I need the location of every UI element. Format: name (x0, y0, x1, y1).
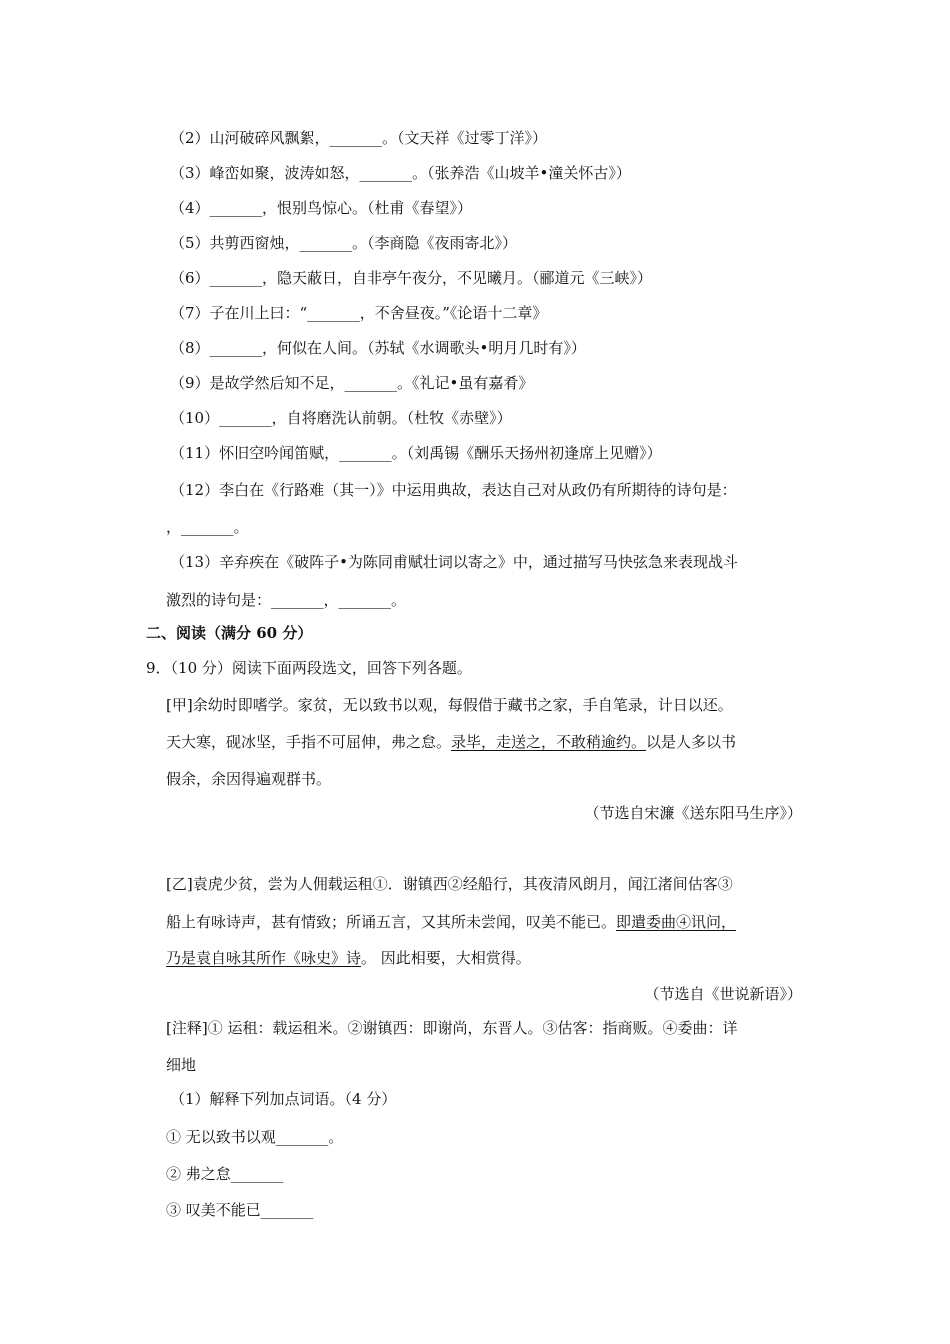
fill-in-item-12-line2: ，_______。 (166, 518, 249, 536)
fill-in-item-12-line1: （12）李白在《行路难（其一）》中运用典故，表达自己对从政仍有所期待的诗句是： (170, 481, 737, 499)
passage-yi-line3 (166, 948, 531, 968)
passage-yi-line1: [乙]袁虎少贫，尝为人佣载运租①．谢镇西②经船行，其夜清风朗月，闻江渚间估客③ (166, 875, 733, 893)
passage-jia-line2 (166, 732, 736, 752)
underlined-sentence: 乃是袁自咏其所作《咏史》诗 (166, 949, 362, 967)
passage-jia-line1: [甲]余幼时即嗜学。家贫，无以致书以观，每假借于藏书之家，手自笔录，计日以还。 (166, 696, 733, 714)
fill-in-item-2: （2）山河破碎风飘絮，_______。（文天祥《过零丁洋》） (170, 129, 548, 147)
underlined-sentence: 录毕，走送之，不敢稍逾约。 (451, 733, 647, 751)
notes-line1: [注释]① 运租：载运租米。②谢镇西：即谢尚，东晋人。③估客：指商贩。④委曲：详 (166, 1019, 738, 1037)
fill-in-item-13-line2: 激烈的诗句是：_______，_______。 (166, 591, 407, 609)
passage-jia-line3: 假余，余因得遍观群书。 (166, 770, 332, 788)
passage-jia-source: （节选自宋濂《送东阳马生序》） (584, 804, 802, 822)
underlined-sentence: 即遣委曲④讯问， (616, 913, 737, 931)
fill-in-item-13-line1: （13）辛弃疾在《破阵子•为陈同甫赋壮词以寄之》中，通过描写马快弦急来表现战斗 (170, 553, 738, 571)
sub-question-1-item-2: ② 弗之怠_______ (166, 1165, 284, 1183)
sub-question-1-item-3: ③ 叹美不能已_______ (166, 1201, 314, 1219)
fill-in-item-4: （4）_______，恨别鸟惊心。（杜甫《春望》） (170, 199, 473, 217)
passage-yi-source: （节选自《世说新语》） (644, 985, 802, 1003)
fill-in-item-9: （9）是故学然后知不足，_______。《礼记•虽有嘉肴》 (170, 374, 534, 392)
passage-yi-line2 (166, 912, 736, 932)
fill-in-item-8: （8）_______，何似在人间。（苏轼《水调歌头•明月几时有》） (170, 339, 586, 357)
passage-jia-text: 天大寒，砚冰坚，手指不可屈伸，弗之怠。 (166, 733, 452, 751)
question-9-title: 9．（10 分）阅读下面两段选文，回答下列各题。 (146, 659, 472, 677)
passage-yi-text: 。 因此相要，大相赏得。 (361, 949, 531, 967)
notes-line2: 细地 (166, 1056, 197, 1074)
sub-question-1-title: （1）解释下列加点词语。（4 分） (170, 1090, 397, 1108)
fill-in-item-11: （11）怀旧空吟闻笛赋，_______。（刘禹锡《酬乐天扬州初逢席上见赠》） (170, 444, 662, 462)
fill-in-item-7: （7）子在川上曰：“_______，不舍昼夜。”《论语十二章》 (170, 304, 548, 322)
section-title-reading: 二、阅读（满分 60 分） (146, 624, 313, 642)
fill-in-item-5: （5）共剪西窗烛，_______。（李商隐《夜雨寄北》） (170, 234, 518, 252)
fill-in-item-3: （3）峰峦如聚，波涛如怒，_______。（张养浩《山坡羊•潼关怀古》） (170, 164, 631, 182)
passage-yi-text: 船上有咏诗声，甚有情致；所诵五言，又其所未尝闻，叹美不能已。 (166, 913, 617, 931)
sub-question-1-item-1: ① 无以致书以观_______。 (166, 1128, 344, 1146)
fill-in-item-6: （6）_______，隐天蔽日，自非亭午夜分，不见曦月。（郦道元《三峡》） (170, 269, 653, 287)
fill-in-item-10: （10）_______，自将磨洗认前朝。（杜牧《赤壁》） (170, 409, 512, 427)
passage-jia-text: 以是人多以书 (646, 733, 737, 751)
